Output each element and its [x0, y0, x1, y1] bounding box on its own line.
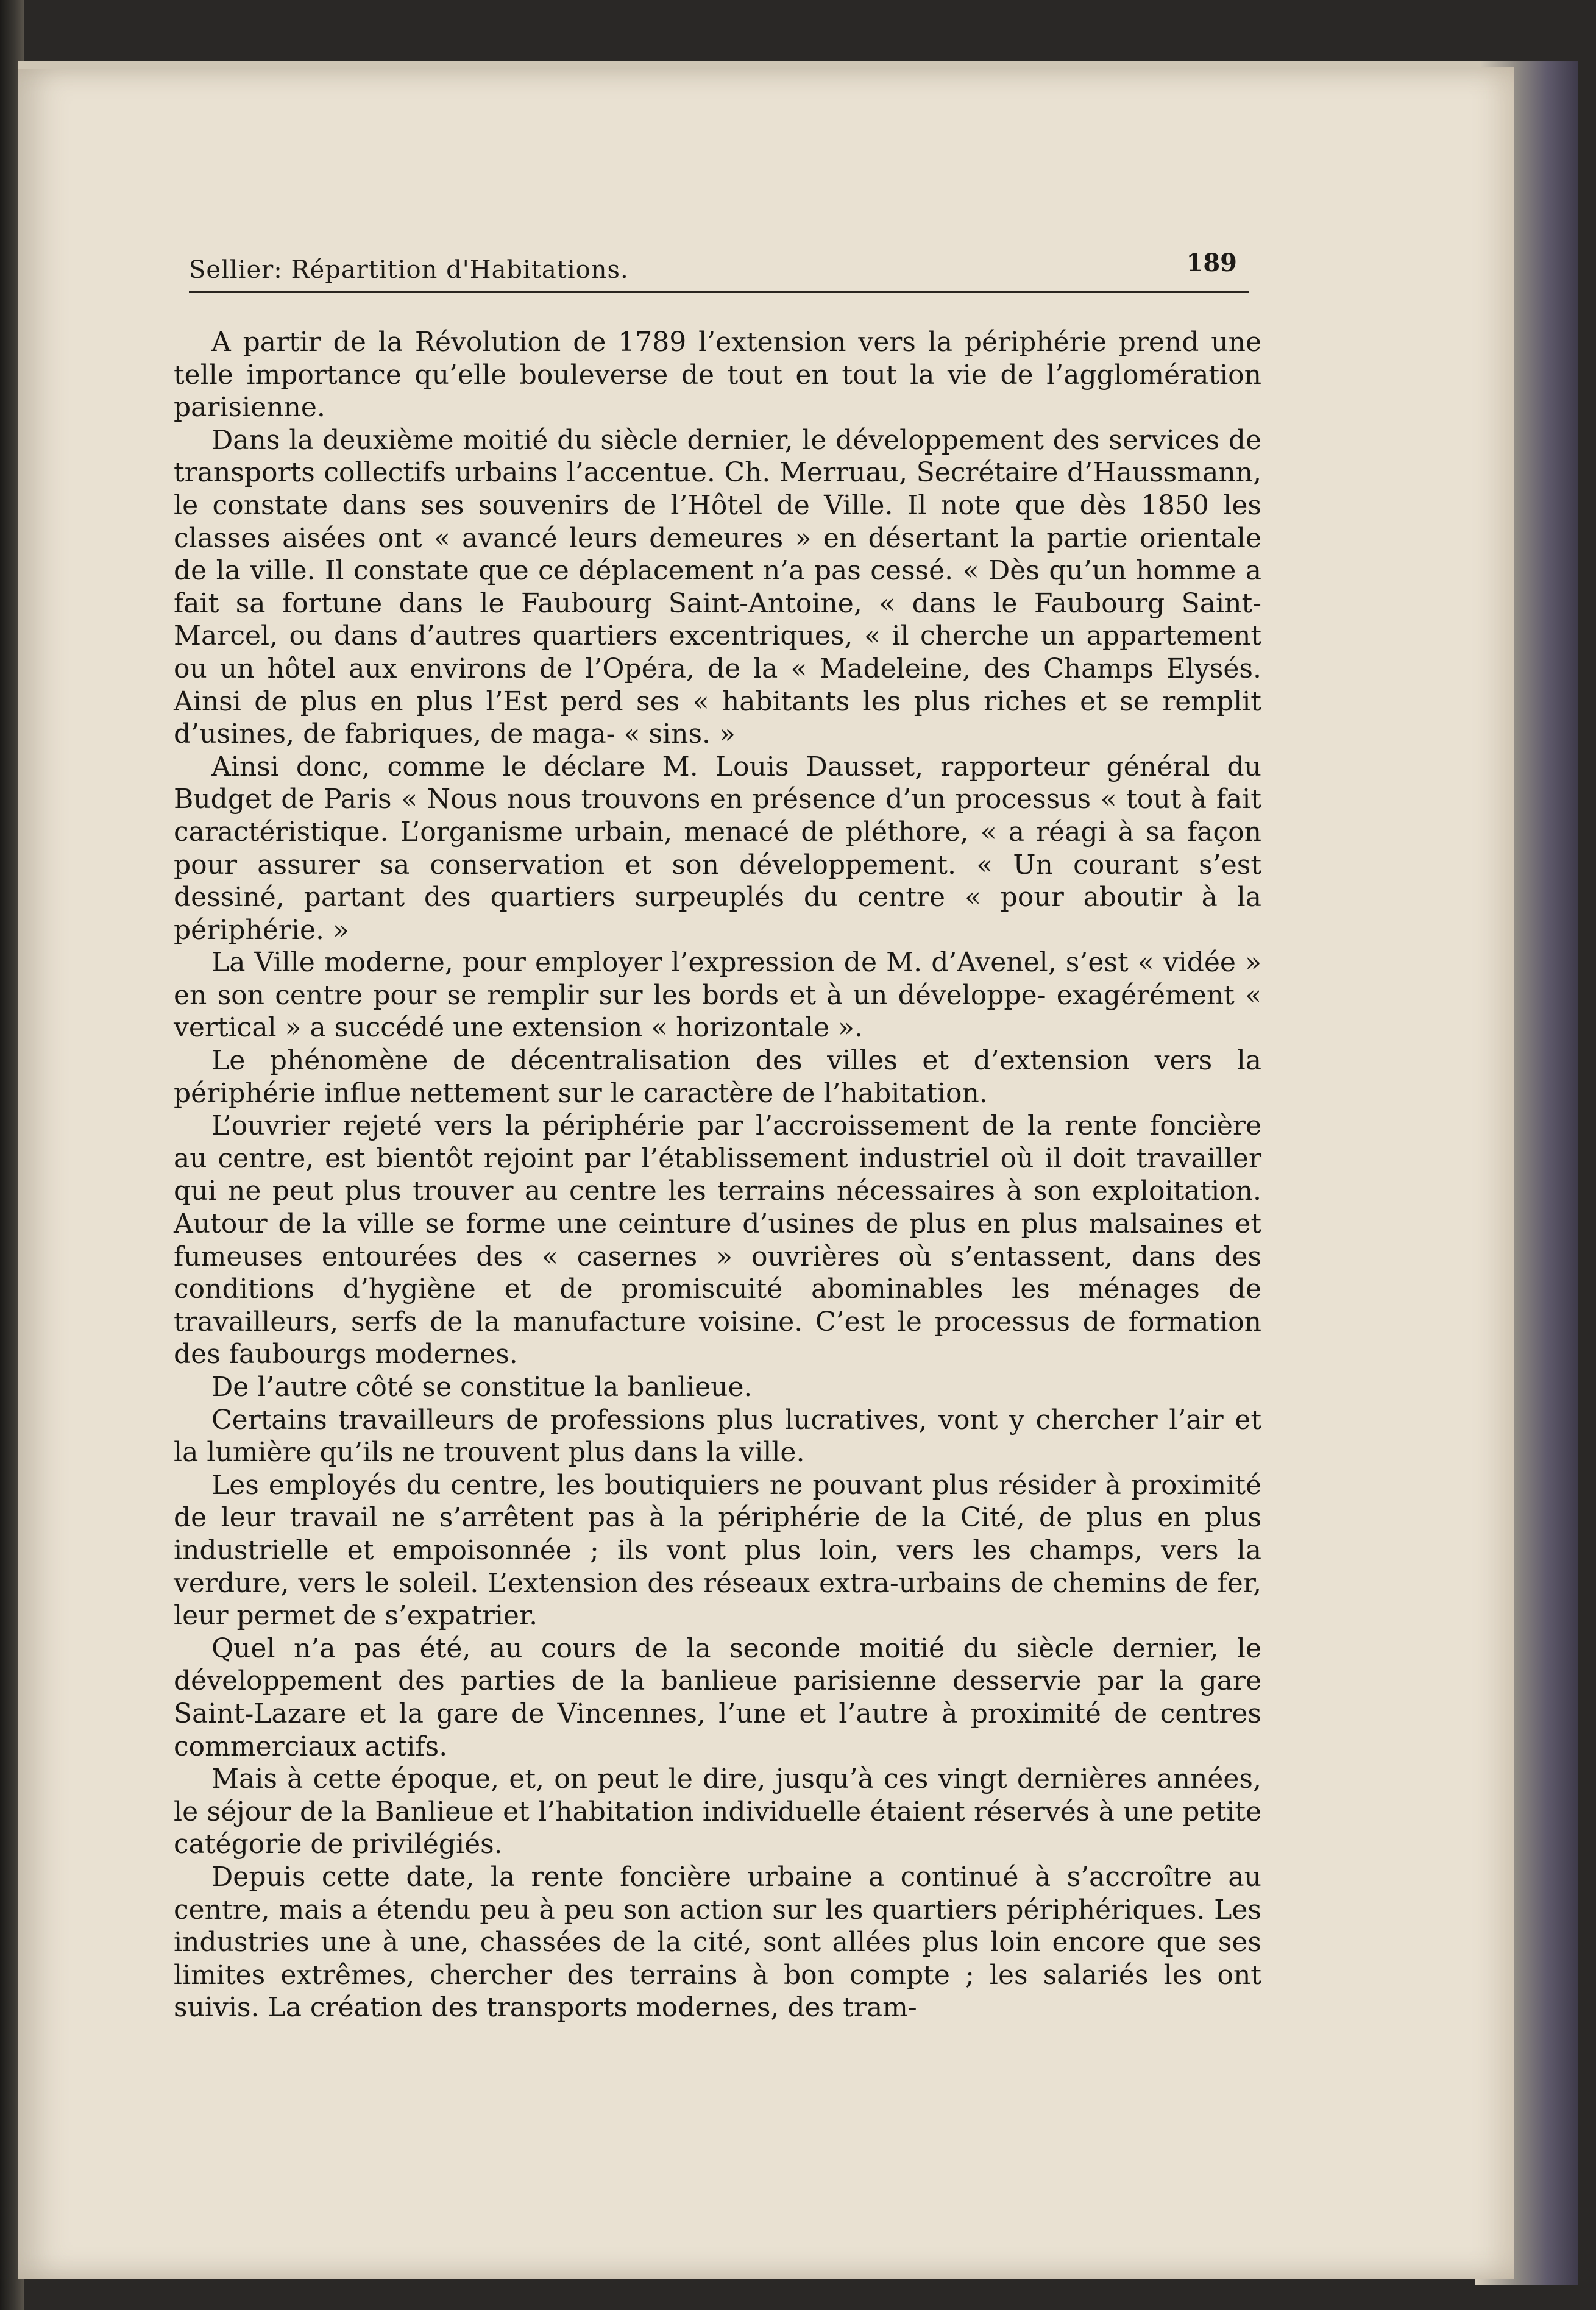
paragraph: Les employés du centre, les boutiquiers ne pouvant plus résider à proximité de leur travail ne s’arrêtent pas à la périphérie de la Cité, de plus en plus industrielle et empoisonnée ; ils vont plus loin, vers les champs, vers la verdure, vers le soleil. L’extension des réseaux extra-urbains de chemins de fer, leur permet de s’expatrier. — [174, 1469, 1261, 1632]
paragraph: Le phénomène de décentralisation des villes et d’extension vers la périphérie influe nettement sur le caractère de l’habitation. — [174, 1045, 1261, 1109]
running-header — [189, 244, 1249, 292]
paragraph: Certains travailleurs de professions plus lucratives, vont y chercher l’air et la lumière qu’ils ne trouvent plus dans la ville. — [174, 1404, 1261, 1469]
header-rule — [189, 291, 1249, 293]
page-top-edge — [18, 61, 1481, 69]
body-text — [174, 326, 1261, 2024]
paragraph: Depuis cette date, la rente foncière urbaine a continué à s’accroître au centre, mais a étendu peu à peu son action sur les quartiers périphériques. Les industries une à une, chassées de la cité, sont allées plus loin encore que ses limites extrêmes, chercher des terrains à bon compte ; les salariés les ont suivis. La création des transports modernes, des tram- — [174, 1861, 1261, 2024]
paragraph: Mais à cette époque, et, on peut le dire, jusqu’à ces vingt dernières années, le séjour de la Banlieue et l’habitation individuelle étaient réservés à une petite catégorie de privilégiés. — [174, 1763, 1261, 1860]
page-number: 189 — [1186, 249, 1237, 277]
paragraph: L’ouvrier rejeté vers la périphérie par l’accroissement de la rente foncière au centre, est bientôt rejoint par l’établissement industriel où il doit travailler qui ne peut plus trouver au centre les terrains nécessaires à son exploitation. Autour de la ville se forme une ceinture d’usines de plus en plus malsaines et fumeuses entourées des « casernes » ouvrières où s’entassent, dans des conditions d’hygiène et de promiscuité abominables les ménages de travailleurs, serfs de la manufacture voisine. C’est le processus de formation des faubourgs modernes. — [174, 1110, 1261, 1370]
paragraph: De l’autre côté se constitue la banlieue. — [211, 1372, 753, 1403]
paragraph: Dans la deuxième moitié du siècle dernier, le développement des services de transports collectifs urbains l’accentue. Ch. Merruau, Secrétaire d’Haussmann, le constate dans ses souvenirs de l’Hôtel de Ville. Il note que dès 1850 les classes aisées ont « avancé leurs demeures » en désertant la partie orientale de la ville. Il constate que ce déplacement n’a pas cessé. « Dès qu’un homme a fait sa fortune dans le Faubourg Saint-Antoine, « dans le Faubourg Saint-Marcel, ou dans d’autres quartiers excentriques, « il cherche un appartement ou un hôtel aux environs de l’Opéra, de la « Madeleine, des Champs Elysés. Ainsi de plus en plus l’Est perd ses « habitants les plus riches et se remplit d’usines, de fabriques, de maga- « sins. » — [174, 424, 1261, 750]
paragraph: La Ville moderne, pour employer l’expression de M. d’Avenel, s’est « vidée » en son centre pour se remplir sur les bords et à un développe- exagérément « vertical » a succédé une extension « horizontale ». — [174, 947, 1261, 1044]
paragraph: Quel n’a pas été, au cours de la seconde moitié du siècle dernier, le développement des parties de la banlieue parisienne desservie par la gare Saint-Lazare et la gare de Vincennes, l’une et l’autre à proximité de centres commerciaux actifs. — [174, 1632, 1261, 1762]
paragraph: Ainsi donc, comme le déclare M. Louis Dausset, rapporteur général du Budget de Paris « Nous nous trouvons en présence d’un processus « tout à fait caractéristique. L’organisme urbain, menacé de pléthore, « a réagi à sa façon pour assurer sa conservation et son développement. « Un courant s’est dessiné, partant des quartiers surpeuplés du centre « pour aboutir à la périphérie. » — [174, 751, 1261, 946]
paragraph: A partir de la Révolution de 1789 l’extension vers la périphérie prend une telle importance qu’elle bouleverse de tout en tout la vie de l’agglomération parisienne. — [174, 327, 1261, 423]
running-title: Sellier: Répartition d'Habitations. — [189, 256, 629, 284]
